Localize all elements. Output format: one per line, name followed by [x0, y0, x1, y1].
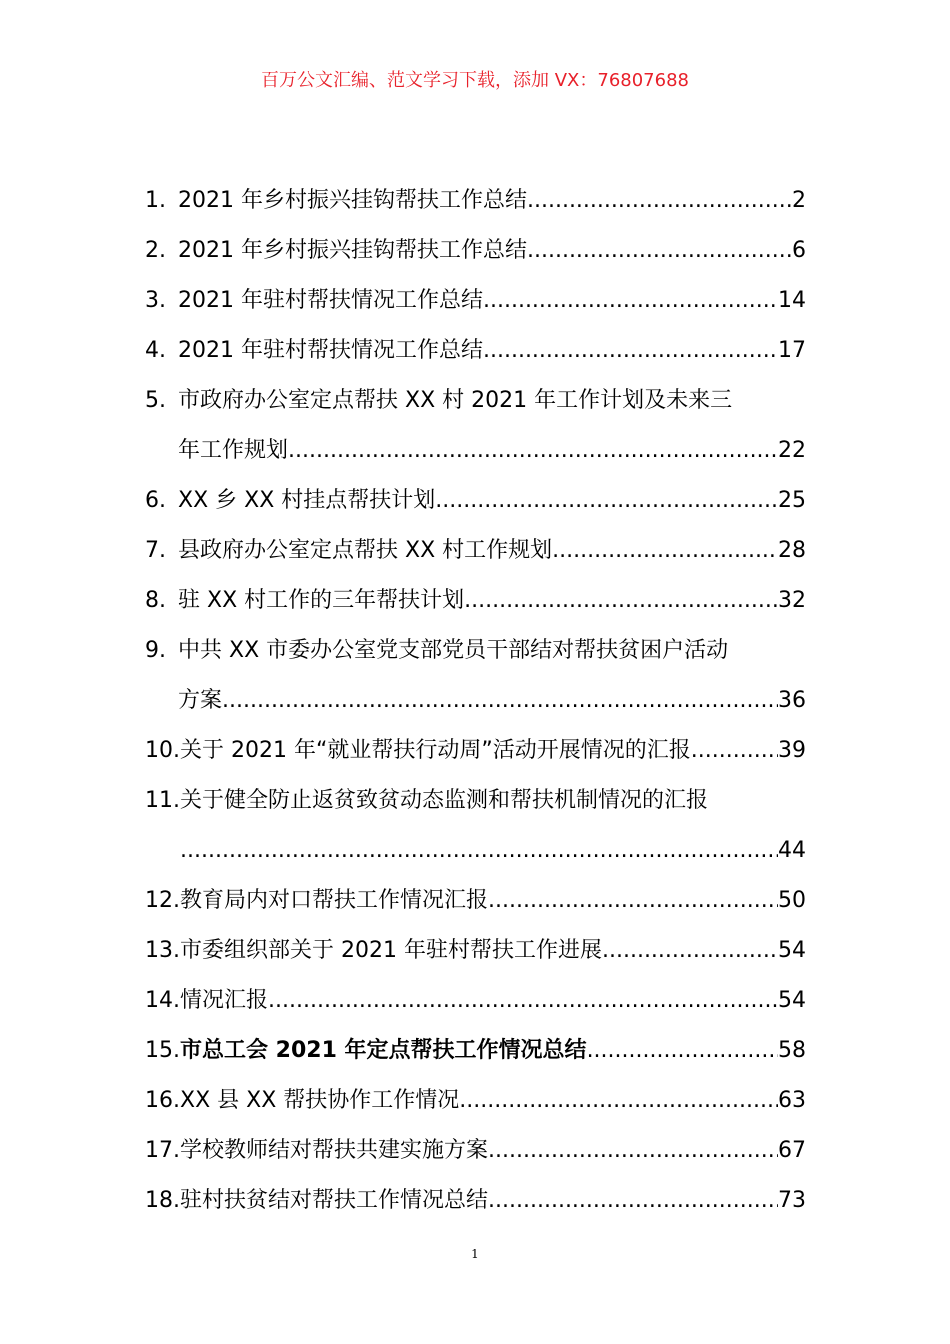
toc-page-number: 25 [778, 488, 806, 513]
toc-page-number: 32 [778, 588, 806, 613]
toc-page-number: 36 [778, 688, 806, 713]
toc-title: 情况汇报 [180, 988, 269, 1013]
toc-number: 15. [145, 1038, 180, 1063]
toc-page-number: 54 [778, 938, 806, 963]
toc-title: 驻 XX 村工作的三年帮扶计划 [178, 588, 465, 613]
toc-item-6[interactable] [145, 476, 806, 526]
toc-item-7[interactable] [145, 526, 806, 576]
toc-leader-dots [527, 176, 792, 226]
toc-leader-dots [527, 226, 792, 276]
toc-title: XX 县 XX 帮扶协作工作情况 [180, 1088, 460, 1113]
toc-leader-dots [552, 526, 778, 576]
toc-page-number: 44 [778, 838, 806, 863]
toc-title: 2021 年驻村帮扶情况工作总结 [178, 338, 483, 363]
toc-leader-dots [268, 976, 778, 1026]
toc-title: 教育局内对口帮扶工作情况汇报 [180, 888, 489, 913]
toc-title-line1: 中共 XX 市委办公室党支部党员干部结对帮扶贫困户活动 [178, 638, 729, 663]
toc-item-14[interactable] [145, 976, 806, 1026]
toc-title: 2021 年驻村帮扶情况工作总结 [178, 288, 483, 313]
toc-number: 13. [145, 938, 180, 963]
toc-page-number: 22 [778, 438, 806, 463]
toc-page-number: 14 [778, 288, 806, 313]
table-of-contents [145, 176, 806, 1226]
toc-page-number: 28 [778, 538, 806, 563]
toc-leader-dots [459, 1076, 778, 1126]
toc-number: 14. [145, 988, 180, 1013]
toc-title: 学校教师结对帮扶共建实施方案 [180, 1138, 489, 1163]
toc-title: 2021 年乡村振兴挂钩帮扶工作总结 [178, 188, 527, 213]
toc-number: 18. [145, 1188, 180, 1213]
toc-page-number: 6 [792, 238, 806, 263]
toc-page-number: 39 [778, 738, 806, 763]
toc-title: 驻村扶贫结对帮扶工作情况总结 [180, 1188, 489, 1213]
toc-title-line1: 关于健全防止返贫致贫动态监测和帮扶机制情况的汇报 [180, 788, 709, 813]
toc-page-number: 67 [778, 1138, 806, 1163]
toc-number: 10. [145, 738, 180, 763]
toc-leader-dots [602, 926, 778, 976]
toc-title-line1: 市政府办公室定点帮扶 XX 村 2021 年工作计划及未来三 [178, 388, 733, 413]
toc-leader-dots [288, 426, 778, 476]
toc-leader-dots [222, 676, 778, 726]
page-number: 1 [471, 1247, 479, 1261]
toc-number: 4. [145, 338, 166, 363]
toc-title: 市总工会 2021 年定点帮扶工作情况总结 [180, 1038, 587, 1063]
toc-number: 9. [145, 638, 166, 663]
toc-title: 2021 年乡村振兴挂钩帮扶工作总结 [178, 238, 527, 263]
toc-number: 2. [145, 238, 166, 263]
toc-leader-dots [488, 1126, 778, 1176]
toc-page-number: 50 [778, 888, 806, 913]
toc-item-12[interactable] [145, 876, 806, 926]
toc-page-number: 2 [792, 188, 806, 213]
toc-item-9[interactable] [145, 626, 806, 726]
toc-page-number: 58 [778, 1038, 806, 1063]
toc-leader-dots [483, 276, 778, 326]
toc-item-10[interactable] [145, 726, 806, 776]
toc-number: 5. [145, 388, 166, 413]
toc-title: 市委组织部关于 2021 年驻村帮扶工作进展 [180, 938, 602, 963]
toc-item-5[interactable] [145, 376, 806, 476]
toc-page-number: 54 [778, 988, 806, 1013]
toc-number: 11. [145, 788, 180, 813]
toc-page-number: 17 [778, 338, 806, 363]
toc-item-1[interactable] [145, 176, 806, 226]
toc-leader-dots [483, 326, 778, 376]
toc-item-15[interactable] [145, 1026, 806, 1076]
toc-number: 8. [145, 588, 166, 613]
toc-page-number: 63 [778, 1088, 806, 1113]
header-banner: 百万公文汇编、范文学习下载，添加 VX：76807688 [261, 70, 689, 91]
toc-leader-dots [587, 1026, 778, 1076]
toc-item-2[interactable] [145, 226, 806, 276]
toc-item-17[interactable] [145, 1126, 806, 1176]
toc-item-13[interactable] [145, 926, 806, 976]
toc-title: 关于 2021 年“就业帮扶行动周”活动开展情况的汇报 [180, 738, 691, 763]
toc-leader-dots [464, 576, 778, 626]
toc-item-11[interactable] [145, 776, 806, 876]
toc-number: 1. [145, 188, 166, 213]
toc-leader-dots [488, 876, 778, 926]
toc-title-line2: 方案 [178, 688, 223, 713]
toc-page-number: 73 [778, 1188, 806, 1213]
toc-number: 16. [145, 1088, 180, 1113]
toc-number: 3. [145, 288, 166, 313]
toc-item-18[interactable] [145, 1176, 806, 1226]
toc-leader-dots [180, 826, 778, 876]
toc-number: 12. [145, 888, 180, 913]
toc-item-8[interactable] [145, 576, 806, 626]
toc-number: 6. [145, 488, 166, 513]
toc-title: XX 乡 XX 村挂点帮扶计划 [178, 488, 436, 513]
toc-title-line2: 年工作规划 [178, 438, 289, 463]
toc-leader-dots [435, 476, 778, 526]
toc-item-4[interactable] [145, 326, 806, 376]
toc-item-16[interactable] [145, 1076, 806, 1126]
toc-title: 县政府办公室定点帮扶 XX 村工作规划 [178, 538, 553, 563]
toc-number: 17. [145, 1138, 180, 1163]
toc-leader-dots [691, 726, 778, 776]
toc-leader-dots [488, 1176, 778, 1226]
toc-number: 7. [145, 538, 166, 563]
toc-item-3[interactable] [145, 276, 806, 326]
